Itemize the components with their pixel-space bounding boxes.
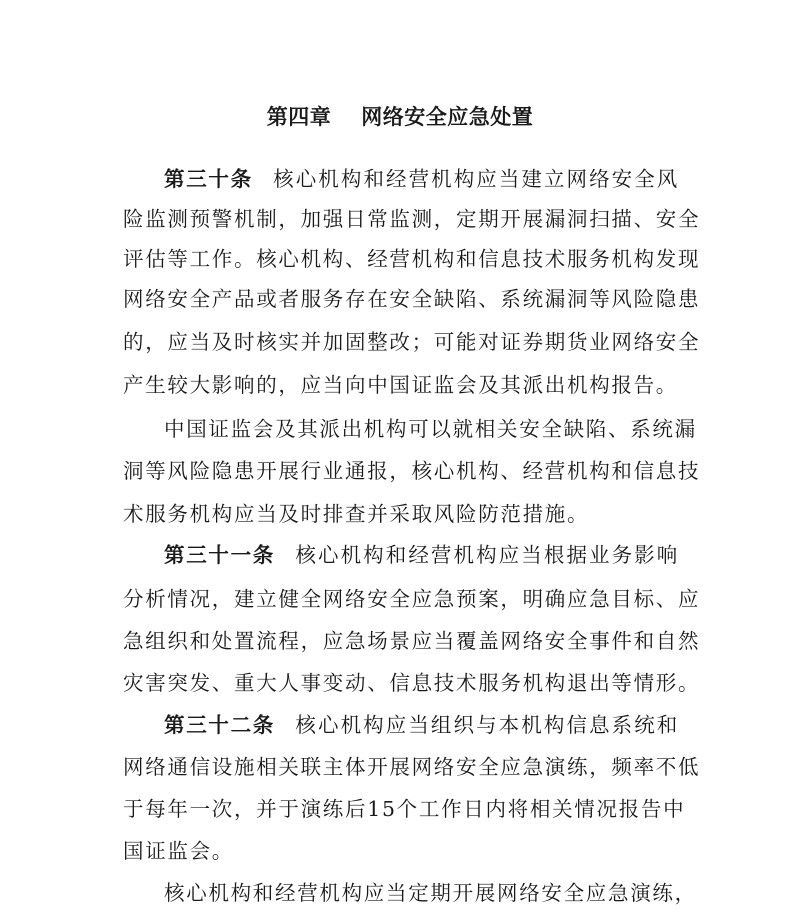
paragraph-line: 网络安全产品或者服务存在安全缺陷、系统漏洞等风险隐患 <box>123 287 701 311</box>
paragraph-line: 险监测预警机制，加强日常监测，定期开展漏洞扫描、安全 <box>123 207 701 231</box>
paragraph-line: 核心机构和经营机构应当定期开展网络安全应急演练， <box>164 881 697 905</box>
paragraph-line: 急组织和处置流程，应急场景应当覆盖网络安全事件和自然 <box>123 629 701 653</box>
paragraph-line: 国证监会。 <box>123 839 234 863</box>
paragraph-line: 灾害突发、重大人事变动、信息技术服务机构退出等情形。 <box>123 671 701 695</box>
paragraph-line: 于每年一次，并于演练后15个工作日内将相关情况报告中 <box>123 797 686 821</box>
paragraph-line: 第三十条 核心机构和经营机构应当建立网络安全风 <box>164 159 679 199</box>
paragraph-line: 分析情况，建立健全网络安全应急预案，明确应急目标、应 <box>123 587 701 611</box>
article-label: 第三十条 <box>164 167 253 191</box>
article-label: 第三十二条 <box>164 713 275 737</box>
paragraph-line: 第三十一条 核心机构和经营机构应当根据业务影响 <box>164 535 679 575</box>
paragraph-line: 第三十二条 核心机构应当组织与本机构信息系统和 <box>164 705 679 745</box>
paragraph-line: 洞等风险隐患开展行业通报，核心机构、经营机构和信息技 <box>123 459 701 483</box>
paragraph-line: 的，应当及时核实并加固整改；可能对证券期货业网络安全 <box>123 330 701 354</box>
paragraph-line: 产生较大影响的，应当向中国证监会及其派出机构报告。 <box>123 373 678 397</box>
article-label: 第三十一条 <box>164 543 275 567</box>
chapter-heading <box>0 101 800 133</box>
chapter-title: 网络安全应急处置 <box>361 104 534 129</box>
paragraph-line: 中国证监会及其派出机构可以就相关安全缺陷、系统漏 <box>164 417 697 441</box>
paragraph-line: 评估等工作。核心机构、经营机构和信息技术服务机构发现 <box>123 247 701 271</box>
paragraph-line: 网络通信设施相关联主体开展网络安全应急演练，频率不低 <box>123 755 701 779</box>
paragraph-line: 术服务机构应当及时排查并采取风险防范措施。 <box>123 502 590 526</box>
chapter-number: 第四章 <box>266 104 332 129</box>
